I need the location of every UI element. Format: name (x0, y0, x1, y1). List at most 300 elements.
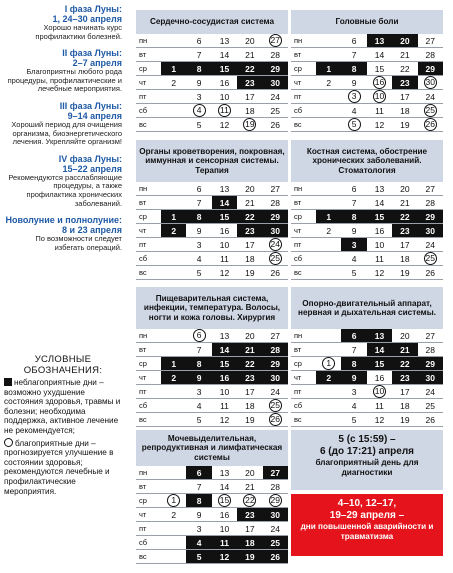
calendar-day: 14 (212, 48, 237, 62)
calendar-day-unfavorable: 8 (341, 210, 366, 224)
calendar-day-unfavorable: 29 (418, 62, 443, 76)
calendar-day-unfavorable: 2 (161, 371, 186, 385)
calendar-day: 3 (186, 385, 211, 399)
calendar-day: 10 (212, 238, 237, 252)
calendar-day-favorable: 16 (374, 77, 385, 87)
calendar-day (186, 329, 211, 343)
calendar-heart (136, 10, 288, 132)
calendar-day-unfavorable: 1 (316, 210, 341, 224)
moon-phases-column (4, 4, 122, 259)
calendar-day (161, 494, 186, 508)
phase-title: Новолуние и полнолуние: (5, 215, 122, 226)
calendar-day: 3 (186, 522, 211, 536)
calendar-grid (136, 466, 288, 564)
week-row (136, 385, 288, 399)
calendar-day-unfavorable: 28 (263, 343, 288, 357)
calendar-day: 26 (263, 118, 288, 132)
calendar-day: 16 (212, 224, 237, 238)
calendar-day: 10 (212, 522, 237, 536)
week-row (136, 182, 288, 196)
empty-cell (316, 413, 341, 427)
calendar-day-unfavorable: 30 (263, 224, 288, 238)
calendar-day: 24 (418, 385, 443, 399)
calendar-day-favorable: 19 (245, 119, 255, 129)
phase-newmoon-fullmoon (4, 215, 122, 252)
calendar-day-favorable: 1 (167, 494, 180, 507)
calendar-day-unfavorable: 2 (316, 371, 341, 385)
calendar-day: 7 (186, 48, 211, 62)
calendar-day: 21 (392, 196, 417, 210)
empty-cell (161, 90, 186, 104)
calendar-day: 11 (212, 399, 237, 413)
weekday-label: пн (136, 466, 161, 480)
calendar-day: 10 (212, 385, 237, 399)
phase-1 (4, 4, 122, 41)
calendar-day-unfavorable: 29 (418, 357, 443, 371)
calendar-day: 12 (212, 266, 237, 280)
calendar-day: 12 (367, 266, 392, 280)
calendar-day-favorable: 26 (270, 414, 281, 424)
calendar-day: 16 (212, 76, 237, 90)
calendar-day: 28 (263, 196, 288, 210)
calendar-day: 9 (341, 224, 366, 238)
weekday-label: пн (136, 182, 161, 196)
calendar-day-unfavorable: 15 (212, 62, 237, 76)
calendar-day (263, 252, 288, 266)
empty-cell (161, 182, 186, 196)
weekday-label: пт (136, 522, 161, 536)
week-row (136, 343, 288, 357)
calendar-day-unfavorable: 15 (212, 210, 237, 224)
diagnostics-info-box (291, 430, 443, 490)
calendar-head (291, 10, 443, 132)
block-title: Сердечно-сосудистая система (136, 10, 288, 34)
calendar-day-unfavorable: 1 (161, 210, 186, 224)
calendar-day: 21 (392, 48, 417, 62)
calendar-day: 12 (367, 118, 392, 132)
week-row (136, 466, 288, 480)
calendar-day (367, 76, 392, 90)
calendar-day-unfavorable: 23 (237, 508, 262, 522)
weekday-label: ср (136, 357, 161, 371)
calendar-day: 3 (186, 90, 211, 104)
weekday-label: пт (136, 238, 161, 252)
weekday-label: чт (136, 224, 161, 238)
week-row (136, 329, 288, 343)
calendar-day (341, 118, 366, 132)
calendar-day-favorable: 11 (218, 104, 231, 117)
calendar-day: 14 (367, 48, 392, 62)
calendar-day-unfavorable: 11 (212, 536, 237, 550)
calendar-day (212, 104, 237, 118)
calendar-day: 15 (367, 62, 392, 76)
calendar-day: 26 (263, 266, 288, 280)
week-row (291, 196, 443, 210)
calendar-day: 24 (418, 238, 443, 252)
empty-cell (316, 104, 341, 118)
calendar-grid (291, 329, 443, 427)
calendar-day (367, 385, 392, 399)
week-row (136, 210, 288, 224)
calendar-day: 17 (392, 385, 417, 399)
phase-text: Хороший период для очищения организма, биоэнергетического лечения. Укрепляйте организм! (11, 119, 122, 147)
empty-cell (316, 182, 341, 196)
calendar-day-favorable: 25 (425, 253, 436, 263)
calendar-day: 5 (186, 118, 211, 132)
circle-icon (4, 438, 13, 447)
calendar-day: 20 (237, 329, 262, 343)
calendar-day-unfavorable: 4 (186, 536, 211, 550)
calendar-day: 27 (263, 182, 288, 196)
weekday-label: пт (136, 385, 161, 399)
calendar-day: 27 (418, 182, 443, 196)
week-row (136, 104, 288, 118)
weekday-label: чт (136, 371, 161, 385)
week-row (136, 508, 288, 522)
calendar-day-unfavorable: 15 (367, 357, 392, 371)
calendar-day-unfavorable: 9 (341, 371, 366, 385)
calendar-day: 3 (341, 385, 366, 399)
calendar-day-unfavorable: 30 (263, 508, 288, 522)
calendar-day: 2 (161, 508, 186, 522)
weekday-label: пн (291, 182, 316, 196)
calendar-day: 18 (237, 252, 262, 266)
calendar-day-unfavorable: 15 (212, 357, 237, 371)
calendar-day-unfavorable: 22 (392, 210, 417, 224)
calendar-day: 18 (392, 252, 417, 266)
calendar-day: 6 (341, 34, 366, 48)
calendar-day-unfavorable: 26 (263, 550, 288, 564)
week-row (291, 76, 443, 90)
calendar-day-unfavorable: 14 (212, 196, 237, 210)
calendar-day-unfavorable: 23 (392, 224, 417, 238)
calendar-day: 17 (237, 90, 262, 104)
calendar-day: 17 (237, 238, 262, 252)
calendar-day-unfavorable: 21 (237, 343, 262, 357)
calendar-day: 17 (237, 522, 262, 536)
calendar-day-unfavorable: 29 (263, 62, 288, 76)
legend-good-days (4, 438, 122, 497)
calendar-day (418, 118, 443, 132)
calendar-day (263, 238, 288, 252)
empty-cell (161, 238, 186, 252)
empty-cell (161, 399, 186, 413)
week-row (291, 210, 443, 224)
calendar-day (418, 104, 443, 118)
calendar-day-unfavorable: 29 (263, 210, 288, 224)
calendar-day (367, 90, 392, 104)
calendar-day: 4 (186, 252, 211, 266)
calendar-day-unfavorable: 9 (186, 371, 211, 385)
empty-cell (316, 196, 341, 210)
calendar-day: 11 (212, 252, 237, 266)
empty-cell (161, 252, 186, 266)
phase-2 (4, 48, 122, 94)
phase-text: По возможности следует избегать операций. (35, 234, 122, 252)
week-row (136, 48, 288, 62)
calendar-motor (291, 287, 443, 427)
calendar-day: 7 (186, 196, 211, 210)
week-row (136, 62, 288, 76)
week-row (136, 34, 288, 48)
weekday-label: чт (136, 508, 161, 522)
calendar-day: 2 (316, 224, 341, 238)
calendar-day: 16 (212, 508, 237, 522)
block-title: Опорно-двигательный аппарат, нервная и дыхательная системы. (291, 287, 443, 329)
phase-text: Благоприятны любого рода процедуры, профилактические и лечебные мероприятия. (7, 67, 122, 94)
calendar-day: 11 (367, 399, 392, 413)
empty-cell (161, 522, 186, 536)
week-row (291, 182, 443, 196)
legend-title: УСЛОВНЫЕ ОБОЗНАЧЕНИЯ: (23, 354, 103, 376)
week-row (136, 118, 288, 132)
calendar-day: 13 (212, 34, 237, 48)
calendar-blood (136, 140, 288, 280)
weekday-label: ср (291, 210, 316, 224)
weekday-label: вс (291, 413, 316, 427)
block-title: Мочевыделительная, репродуктивная и лимфатическая системы (136, 430, 288, 466)
calendar-day-unfavorable: 29 (418, 210, 443, 224)
week-row (136, 371, 288, 385)
week-row (136, 90, 288, 104)
calendar-day: 24 (263, 522, 288, 536)
calendar-day (186, 104, 211, 118)
week-row (136, 196, 288, 210)
weekday-label: сб (291, 252, 316, 266)
calendar-day-unfavorable: 6 (186, 466, 211, 480)
calendar-day: 20 (392, 182, 417, 196)
calendar-day: 20 (237, 182, 262, 196)
legend-bad-days (4, 378, 122, 436)
calendar-day (418, 76, 443, 90)
phase-dates: 2–7 апреля (72, 58, 122, 69)
calendar-day-unfavorable: 30 (263, 371, 288, 385)
calendar-day-unfavorable: 29 (263, 357, 288, 371)
calendar-day-favorable: 6 (193, 329, 206, 342)
calendar-day: 18 (392, 399, 417, 413)
week-row (291, 62, 443, 76)
calendar-day-unfavorable: 15 (367, 210, 392, 224)
calendar-day-unfavorable: 13 (367, 34, 392, 48)
weekday-label: чт (136, 76, 161, 90)
empty-cell (161, 343, 186, 357)
calendar-day-favorable: 4 (193, 104, 206, 117)
calendar-day: 27 (263, 329, 288, 343)
accident-line2: 19–29 апреля – (329, 510, 405, 521)
calendar-day-unfavorable: 25 (263, 536, 288, 550)
calendar-day: 9 (186, 224, 211, 238)
calendar-day: 14 (367, 196, 392, 210)
calendar-day: 4 (341, 252, 366, 266)
calendar-day-unfavorable: 2 (161, 224, 186, 238)
weekday-label: вт (291, 343, 316, 357)
empty-cell (161, 413, 186, 427)
calendar-day: 12 (212, 118, 237, 132)
calendar-day: 16 (367, 224, 392, 238)
calendar-day-unfavorable: 14 (212, 343, 237, 357)
calendar-day: 20 (392, 329, 417, 343)
calendar-day (263, 494, 288, 508)
calendar-day-unfavorable: 30 (418, 371, 443, 385)
calendar-day-unfavorable: 8 (341, 357, 366, 371)
empty-cell (161, 196, 186, 210)
weekday-label: пн (291, 329, 316, 343)
week-row (291, 238, 443, 252)
diag-line3: благоприятный день для диагностики (315, 458, 419, 477)
empty-cell (161, 466, 186, 480)
empty-cell (161, 104, 186, 118)
phase-title: I фаза Луны: (64, 4, 122, 14)
weekday-label: вт (136, 196, 161, 210)
calendar-day: 7 (341, 196, 366, 210)
weekday-label: вт (291, 48, 316, 62)
week-row (136, 550, 288, 564)
calendar-day: 4 (341, 399, 366, 413)
calendar-day (263, 399, 288, 413)
week-row (136, 480, 288, 494)
block-title: Костная система, обострение хронических заболеваний. Стоматология (291, 140, 443, 182)
weekday-label: сб (291, 104, 316, 118)
empty-cell (161, 329, 186, 343)
calendar-bone (291, 140, 443, 280)
calendar-day: 24 (263, 90, 288, 104)
calendar-day: 9 (341, 76, 366, 90)
calendar-day-unfavorable: 27 (263, 466, 288, 480)
empty-cell (316, 399, 341, 413)
calendar-day: 13 (367, 182, 392, 196)
calendar-day-favorable: 22 (245, 495, 255, 505)
week-row (136, 266, 288, 280)
calendar-day-unfavorable: 6 (341, 329, 366, 343)
calendar-day-favorable: 30 (425, 77, 436, 87)
weekday-label: вт (136, 343, 161, 357)
calendar-day-favorable: 25 (270, 400, 281, 410)
calendar-day-unfavorable: 22 (392, 357, 417, 371)
weekday-label: вс (136, 266, 161, 280)
empty-cell (161, 480, 186, 494)
block-title: Головные боли (291, 10, 443, 34)
black-square-icon (4, 378, 12, 386)
week-row (291, 385, 443, 399)
empty-cell (316, 34, 341, 48)
week-row (291, 399, 443, 413)
calendar-day-favorable: 25 (270, 253, 281, 263)
phase-title: II фаза Луны: (62, 48, 122, 59)
calendar-grid (291, 182, 443, 280)
calendar-day-favorable: 27 (270, 35, 281, 45)
calendar-day-unfavorable: 1 (161, 357, 186, 371)
calendar-day-unfavorable: 23 (237, 76, 262, 90)
calendar-day: 17 (392, 90, 417, 104)
phase-dates: 9–14 апреля (67, 110, 122, 121)
calendar-grid (136, 329, 288, 427)
calendar-day: 28 (263, 48, 288, 62)
calendar-day: 24 (263, 385, 288, 399)
phase-3 (4, 101, 122, 147)
empty-cell (161, 536, 186, 550)
weekday-label: ср (136, 494, 161, 508)
legend-bad-text: неблагоприятные дни – возможно ухудшение состояния здоровья, травмы и болезни; необходима поддержка, активное лечение не рекомендуется; (4, 378, 121, 435)
week-row (291, 252, 443, 266)
phase-text: Рекомендуются расслабляющие процедуры, а также профилактика хронических заболеваний. (8, 172, 122, 208)
calendar-day-unfavorable: 16 (212, 371, 237, 385)
calendar-day: 17 (237, 385, 262, 399)
accident-info-box (291, 494, 443, 556)
week-row (136, 238, 288, 252)
calendar-day-unfavorable: 14 (367, 343, 392, 357)
calendar-day-unfavorable: 18 (237, 536, 262, 550)
calendar-day-favorable: 24 (270, 239, 281, 249)
empty-cell (161, 48, 186, 62)
calendar-day-unfavorable: 23 (392, 76, 417, 90)
calendar-day: 5 (341, 413, 366, 427)
empty-cell (316, 329, 341, 343)
calendar-day: 28 (418, 48, 443, 62)
weekday-label: чт (291, 76, 316, 90)
week-row (136, 536, 288, 550)
week-row (136, 252, 288, 266)
calendar-day: 19 (392, 266, 417, 280)
weekday-label: вт (291, 196, 316, 210)
calendar-grid (136, 34, 288, 132)
empty-cell (161, 385, 186, 399)
empty-cell (316, 266, 341, 280)
calendar-day-unfavorable: 3 (341, 238, 366, 252)
calendar-day: 17 (392, 238, 417, 252)
phase-title: IV фаза Луны: (58, 153, 122, 164)
week-row (291, 104, 443, 118)
calendar-day-unfavorable: 8 (186, 357, 211, 371)
calendar-day-unfavorable: 22 (237, 357, 262, 371)
calendar-day: 20 (237, 34, 262, 48)
calendar-day-favorable: 26 (425, 119, 436, 129)
calendar-day (418, 252, 443, 266)
calendar-day: 7 (186, 480, 211, 494)
weekday-label: вс (136, 550, 161, 564)
week-row (291, 90, 443, 104)
weekday-label: пт (291, 238, 316, 252)
calendar-day: 11 (367, 252, 392, 266)
calendar-day: 18 (237, 399, 262, 413)
calendar-day-favorable: 25 (425, 105, 436, 115)
calendar-grid (291, 34, 443, 132)
weekday-label: вс (136, 118, 161, 132)
calendar-day-unfavorable: 1 (161, 62, 186, 76)
week-row (136, 399, 288, 413)
week-row (291, 224, 443, 238)
calendar-day: 20 (237, 466, 262, 480)
calendar-day (237, 118, 262, 132)
calendar-day-unfavorable: 8 (341, 62, 366, 76)
calendar-day: 14 (212, 480, 237, 494)
week-row (136, 413, 288, 427)
calendar-day-unfavorable: 22 (237, 62, 262, 76)
week-row (291, 118, 443, 132)
calendar-day: 21 (237, 480, 262, 494)
calendar-day: 21 (237, 196, 262, 210)
week-row (136, 357, 288, 371)
calendar-day-unfavorable: 8 (186, 210, 211, 224)
calendar-day-unfavorable: 30 (418, 224, 443, 238)
calendar-day: 24 (418, 90, 443, 104)
calendar-day: 5 (186, 413, 211, 427)
calendar-day-favorable: 1 (322, 357, 335, 370)
calendar-day-favorable: 15 (219, 495, 230, 505)
calendar-day: 5 (186, 266, 211, 280)
phase-title: III фаза Луны: (59, 100, 122, 111)
calendar-day: 9 (186, 508, 211, 522)
calendar-day: 4 (341, 104, 366, 118)
